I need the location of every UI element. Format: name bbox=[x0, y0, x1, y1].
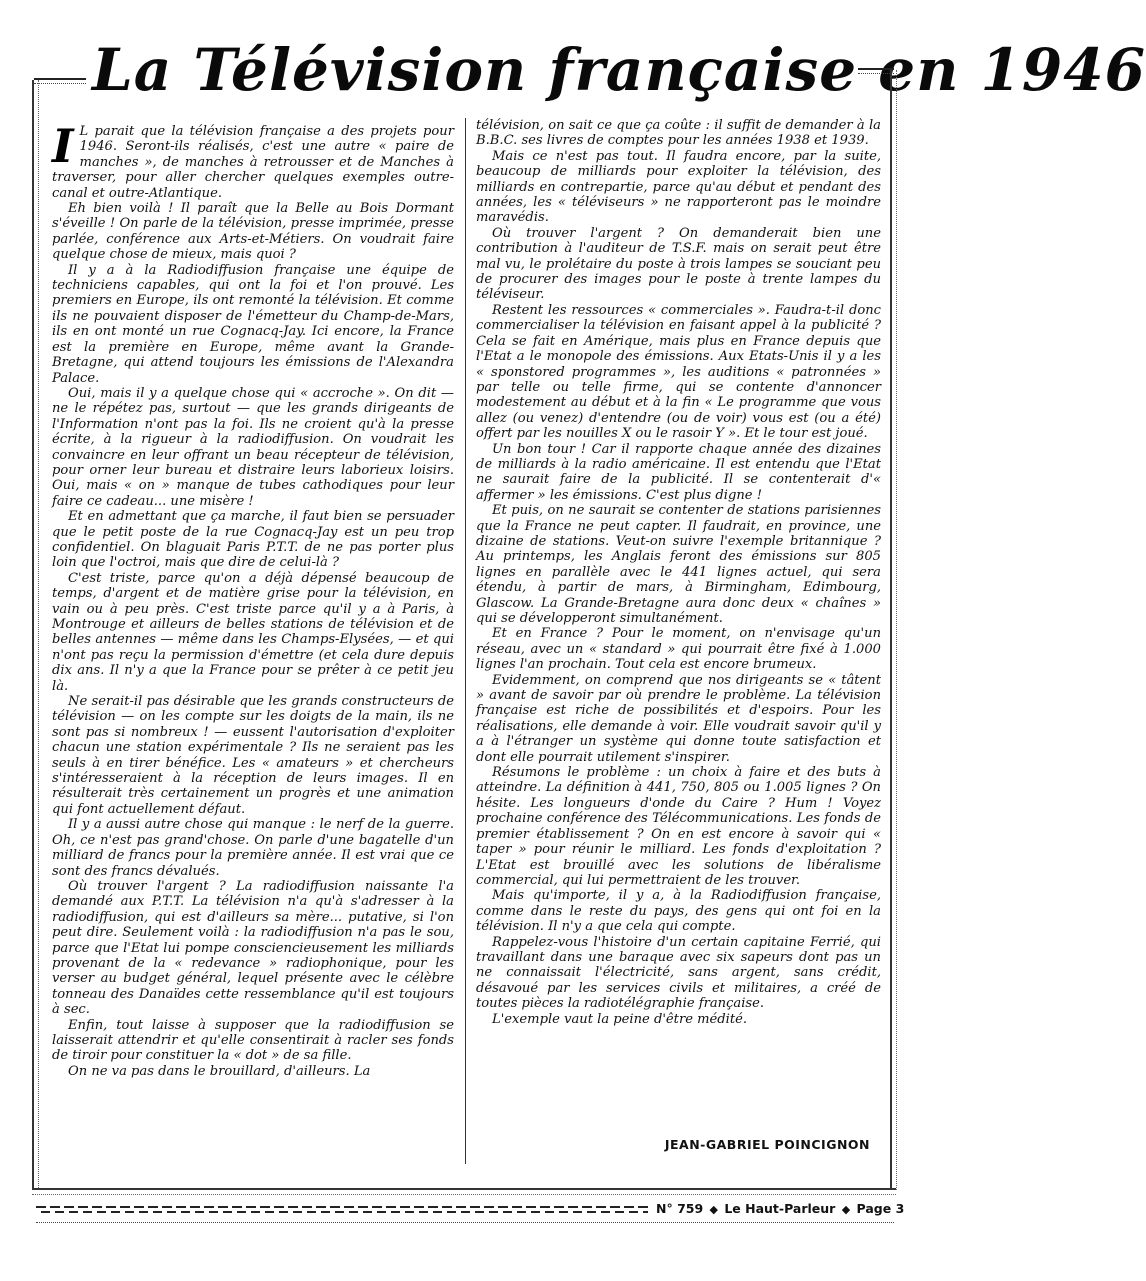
paragraph: On ne va pas dans le brouillard, d'ailleurs. La bbox=[68, 1063, 371, 1079]
diamond-separator-icon: ◆ bbox=[709, 1203, 718, 1216]
footer-ornament bbox=[36, 1203, 648, 1217]
paragraph: Où trouver l'argent ? La radiodiffusion naissante l'a demandé aux P.T.T. La télévision n'a qu'à s'adresser à la radiodiffusion, qui est d'ailleurs sa mère... putative, si l'on peut dire. Seulement voilà : la radiodiffusion n'a pas le sou, parce que l'Etat lui pompe consciencieusement les milliards provenant de la « redevance » radiophonique, pour les verser au budget général, lequel présente avec le célèbre tonneau des Danaïdes cette ressemblance qu'il est toujours à sec. bbox=[52, 878, 454, 1018]
paragraph: L'exemple vaut la peine d'être médité. bbox=[492, 1011, 748, 1027]
page-number: Page 3 bbox=[856, 1201, 905, 1216]
frame-border-bottom bbox=[32, 1188, 896, 1195]
title-rule-left bbox=[34, 78, 86, 84]
paragraph: Résumons le problème : un choix à faire et des buts à atteindre. La définition à 441, 750, 805 ou 1.005 lignes ? On hésite. Les longueurs d'onde du Caire ? Hum ! Voyez prochaine conférence des Télécommunications. Les fonds de premier établissement ? On en est encore à savoir qui « taper » pour réunir le milliard. Les fonds d'exploitation ? L'Etat est brouillé avec les solutions de libéralisme commercial, qui lui permettraient de les trouver. bbox=[476, 765, 881, 888]
paragraph: Restent les ressources « commerciales ». Faudra-t-il donc commercialiser la télévision en faisant appel à la publicité ? Cela se fait en Amérique, mais plus en France depuis que l'Etat a le monopole des émissions. Aux Etats-Unis il y a les « sponstored programmes », les auditions « patronnées » par telle ou telle firme, qui se contente d'annoncer modestement au début et à la fin « Le programme que vous allez (ou venez) d'entendre (ou de voir) vous est (ou a été) offert par les nouilles X ou le rasoir Y ». Et le tour est joué. bbox=[476, 302, 881, 442]
column-divider bbox=[465, 118, 466, 1164]
frame-border-right bbox=[890, 70, 897, 1190]
paragraph: Où trouver l'argent ? On demanderait bien une contribution à l'auditeur de T.S.F. mais on serait peut être mal vu, le prolétaire du poste à trois lampes se souciant peu de procurer des images pour le poste à trente lampes du téléviseur. bbox=[476, 225, 881, 303]
paragraph: Mais ce n'est pas tout. Il faudra encore, par la suite, beaucoup de milliards pour exploiter la télévision, des milliards en contrepartie, parce qu'au début et pendant des années, les « téléviseurs » ne rapporteront pas le moindre maravédis. bbox=[476, 148, 881, 226]
article-column-left bbox=[52, 119, 454, 1186]
paragraph: Un bon tour ! Car il rapporte chaque année des dizaines de milliards à la radio américaine. Il est entendu que l'Etat ne saurait faire de la publicité. Il se contenterait d'« affermer » les émissions. C'est plus digne ! bbox=[476, 441, 881, 503]
paragraph: Il y a à la Radiodiffusion française une équipe de techniciens capables, qui ont la foi et l'on prouvé. Les premiers en Europe, ils ont remonté la télévision. Et comme ils ne pouvaient disposer de l'émetteur du Champ-de-Mars, ils en ont monté un rue Cognacq-Jay. Ici encore, la France est la première en Europe, même avant la Grande-Bretagne, qui attend toujours les émissions de l'Alexandra Palace. bbox=[52, 262, 454, 386]
paragraph: Evidemment, on comprend que nos dirigeants se « tâtent » avant de savoir par où prendre le problème. La télévision française est riche de possibilités et d'espoirs. Pour les réalisations, elle demande à voir. Elle voudrait savoir qu'il y a à l'étranger un système qui donne toute satisfaction et dont elle pourrait utilement s'inspirer. bbox=[476, 672, 881, 765]
paragraph: Enfin, tout laisse à supposer que la radiodiffusion se laisserait attendrir et qu'elle consentirait à racler ses fonds de tiroir pour constituer la « dot » de sa fille. bbox=[52, 1017, 454, 1064]
author-signature: JEAN-GABRIEL POINCIGNON bbox=[664, 1137, 870, 1152]
page-footer bbox=[656, 1201, 906, 1216]
paragraph-text: L parait que la télévision française a des projets pour 1946. Seront-ils réalisés, c'est une autre « paire de manches », de manches à retrousser et de Manches à traverser, pour aller chercher quelques exemples outre-canal et outre-Atlantique. bbox=[52, 124, 454, 201]
publication-name: Le Haut-Parleur bbox=[724, 1201, 836, 1216]
title-rule-right bbox=[858, 68, 894, 74]
paragraph: Et en admettant que ça marche, il faut bien se persuader que le petit poste de la rue Cognacq-Jay est un peu trop confidentiel. On blaguait Paris P.T.T. de ne pas porter plus loin que l'octroi, mais que dire de celui-là ? bbox=[52, 509, 454, 571]
paragraph: Et puis, on ne saurait se contenter de stations parisiennes que la France ne peut capter. Il faudrait, en province, une dizaine de stations. Veut-on suivre l'exemple britannique ? Au printemps, les Anglais feront des émissions sur 805 lignes en parallèle avec le 441 lignes actuel, qui sera étendu, à partir de mars, à Birmingham, Edimbourg, Glascow. La Grande-Bretagne aura donc deux « chaînes » qui se développeront simultanément. bbox=[476, 503, 881, 626]
drop-cap: I bbox=[52, 119, 74, 173]
paragraph: Mais qu'importe, il y a, à la Radiodiffusion française, comme dans le reste du pays, des gens qui ont foi en la télévision. Il n'y a que cela qui compte. bbox=[476, 888, 881, 935]
paragraph: Oui, mais il y a quelque chose qui « accroche ». On dit — ne le répétez pas, surtout — que les grands dirigeants de l'Information n'ont pas la foi. Ils ne croient qu'à la presse écrite, à la rigueur à la radiodiffusion. On voudrait les convaincre en leur offrant un beau récepteur de télévision, pour orner leur bureau et distraire leurs laborieux loisirs. Oui, mais « on » manque de tubes cathodiques pour leur faire ce cadeau... une misère ! bbox=[52, 385, 454, 509]
footer-rule bbox=[36, 1222, 894, 1223]
paragraph: Eh bien voilà ! Il paraît que la Belle au Bois Dormant s'éveille ! On parle de la télévision, presse imprimée, presse parlée, conférence aux Arts-et-Métiers. On voudrait faire quelque chose de mieux, mais quoi ? bbox=[52, 201, 454, 263]
paragraph: Il y a aussi autre chose qui manque : le nerf de la guerre. Oh, ce n'est pas grand'chose. On parle d'une bagatelle d'un milliard de francs pour la première année. Il est vrai que ce sont des francs dévalués. bbox=[52, 817, 454, 879]
article-column-right bbox=[476, 118, 881, 1180]
article-title: La Télévision française en 1946 bbox=[92, 36, 1146, 104]
paragraph: C'est triste, parce qu'on a déjà dépensé beaucoup de temps, d'argent et de matière grise pour la télévision, en vain ou à peu près. C'est triste parce qu'il y a à Paris, à Montrouge et ailleurs de belles stations de télévision et de belles antennes — même dans les Champs-Elysées, — et qui n'ont pas reçu la permission d'émettre (et cela dure depuis dix ans. Il n'y a que la France pour se prêter à ce petit jeu là. bbox=[52, 570, 454, 694]
frame-border-left bbox=[32, 80, 39, 1190]
paragraph: télévision, on sait ce que ça coûte : il suffit de demander à la B.B.C. ses livres de comptes pour les années 1938 et 1939. bbox=[476, 118, 881, 149]
paragraph: Et en France ? Pour le moment, on n'envisage qu'un réseau, avec un « standard » qui pourrait être fixé à 1.000 lignes l'an prochain. Tout cela est encore brumeux. bbox=[476, 626, 881, 673]
paragraph bbox=[52, 119, 454, 201]
issue-number: N° 759 bbox=[656, 1201, 704, 1216]
paragraph: Rappelez-vous l'histoire d'un certain capitaine Ferrié, qui travaillant dans une baraque avec six sapeurs dont pas un ne connaissait l'électricité, sans argent, sans crédit, désavoué par les services civils et militaires, a créé de toutes pièces la radiotélégraphie française. bbox=[476, 934, 881, 1012]
diamond-separator-icon: ◆ bbox=[841, 1203, 851, 1216]
paragraph: Ne serait-il pas désirable que les grands constructeurs de télévision — on les compte sur les doigts de la main, ils ne sont pas si nombreux ! — eussent l'autorisation d'exploiter chacun une station expérimentale ? Ils ne seraient pas les seuls à en tirer bénéfice. Les « amateurs » et chercheurs s'intéresseraient à la réception de leurs images. Il en résulterait très certainement un progrès et une animation qui font actuellement défaut. bbox=[52, 694, 454, 817]
